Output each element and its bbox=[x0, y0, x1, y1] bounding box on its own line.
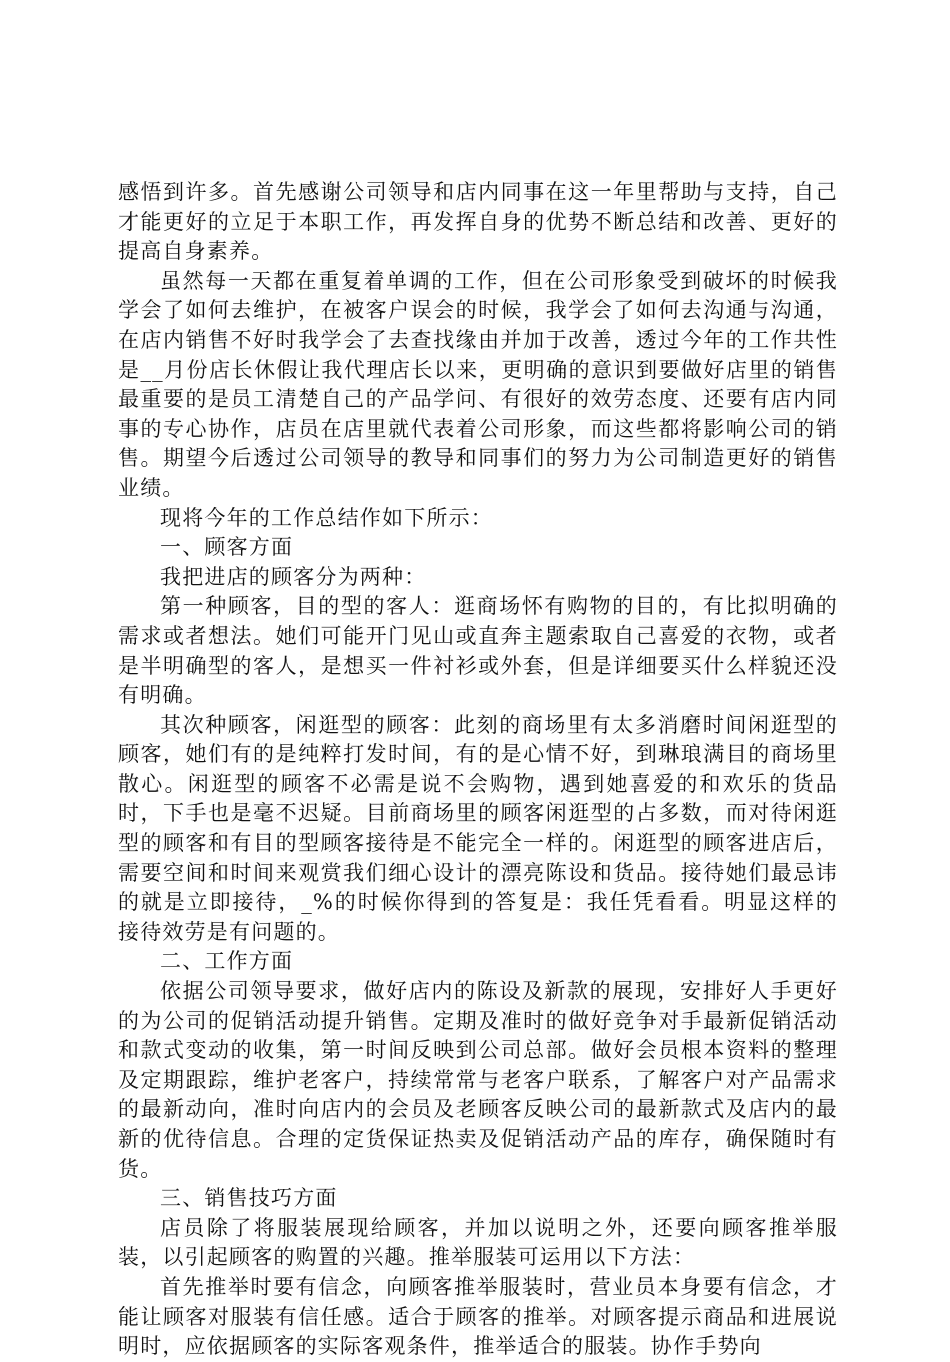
paragraph-summary-intro: 现将今年的工作总结作如下所示： bbox=[160, 505, 493, 530]
paragraph-sales-confidence: 首先推举时要有信念，向顾客推举服装时，营业员本身要有信念，才能让顾客对服装有信任感。适合于顾客的推举。对顾客提示商品和进展说明时，应依据顾客的实际客观条件，推举适合的服装。协作手势向 bbox=[118, 1274, 838, 1359]
section-heading-customers: 一、顾客方面 bbox=[160, 535, 294, 560]
paragraph-intro-continuation: 感悟到许多。首先感谢公司领导和店内同事在这一年里帮助与支持，自己才能更好的立足于本职工作，再发挥自身的优势不断总结和改善、更好的提高自身素养。 bbox=[118, 180, 838, 264]
section-heading-sales-skills: 三、销售技巧方面 bbox=[160, 1186, 338, 1211]
document-body bbox=[118, 178, 838, 1362]
paragraph-customer-type-browsing: 其次种顾客，闲逛型的顾客：此刻的商场里有太多消磨时间闲逛型的顾客，她们有的是纯粹打发时间，有的是心情不好，到琳琅满目的商场里散心。闲逛型的顾客不必需是说不会购物，遇到她喜爱的和欢乐的货品时，下手也是毫不迟疑。目前商场里的顾客闲逛型的占多数，而对待闲逛型的顾客和有目的型顾客接待是不能完全一样的。闲逛型的顾客进店后，需要空间和时间来观赏我们细心设计的漂亮陈设和货品。接待她们最忌讳的就是立即接待，_%的时候你得到的答复是：我任凭看看。明显这样的接待效劳是有问题的。 bbox=[118, 712, 838, 944]
section-heading-work: 二、工作方面 bbox=[160, 949, 294, 974]
paragraph-work-reflection: 虽然每一天都在重复着单调的工作，但在公司形象受到破坏的时候我学会了如何去维护，在被客户误会的时候，我学会了如何去沟通与沟通，在店内销售不好时我学会了去查找缘由并加于改善，透过今年的工作共性是__月份店长休假让我代理店长以来，更明确的意识到要做好店里的销售最重要的是员工清楚自己的产品学问、有很好的效劳态度、还要有店内同事的专心协作，店员在店里就代表着公司形象，而这些都将影响公司的销售。期望今后透过公司领导的教导和同事们的努力为公司制造更好的销售业绩。 bbox=[118, 268, 838, 500]
paragraph-work-details: 依据公司领导要求，做好店内的陈设及新款的展现，安排好人手更好的为公司的促销活动提升销售。定期及准时的做好竞争对手最新促销活动和款式变动的收集，第一时间反映到公司总部。做好会员根本资料的整理及定期跟踪，维护老客户，持续常常与老客户联系，了解客户对产品需求的最新动向，准时向店内的会员及老顾客反映公司的最新款式及店内的最新的优待信息。合理的定货保证热卖及促销活动产品的库存，确保随时有货。 bbox=[118, 979, 838, 1181]
paragraph-customer-types-intro: 我把进店的顾客分为两种： bbox=[160, 564, 427, 589]
paragraph-customer-type-purposeful: 第一种顾客，目的型的客人：逛商场怀有购物的目的，有比拟明确的需求或者想法。她们可能开门见山或直奔主题索取自己喜爱的衣物，或者是半明确型的客人，是想买一件衬衫或外套，但是详细要买什么样貌还没有明确。 bbox=[118, 594, 838, 708]
paragraph-sales-recommend-intro: 店员除了将服装展现给顾客，并加以说明之外，还要向顾客推举服装，以引起顾客的购置的兴趣。推举服装可运用以下方法： bbox=[118, 1215, 838, 1270]
